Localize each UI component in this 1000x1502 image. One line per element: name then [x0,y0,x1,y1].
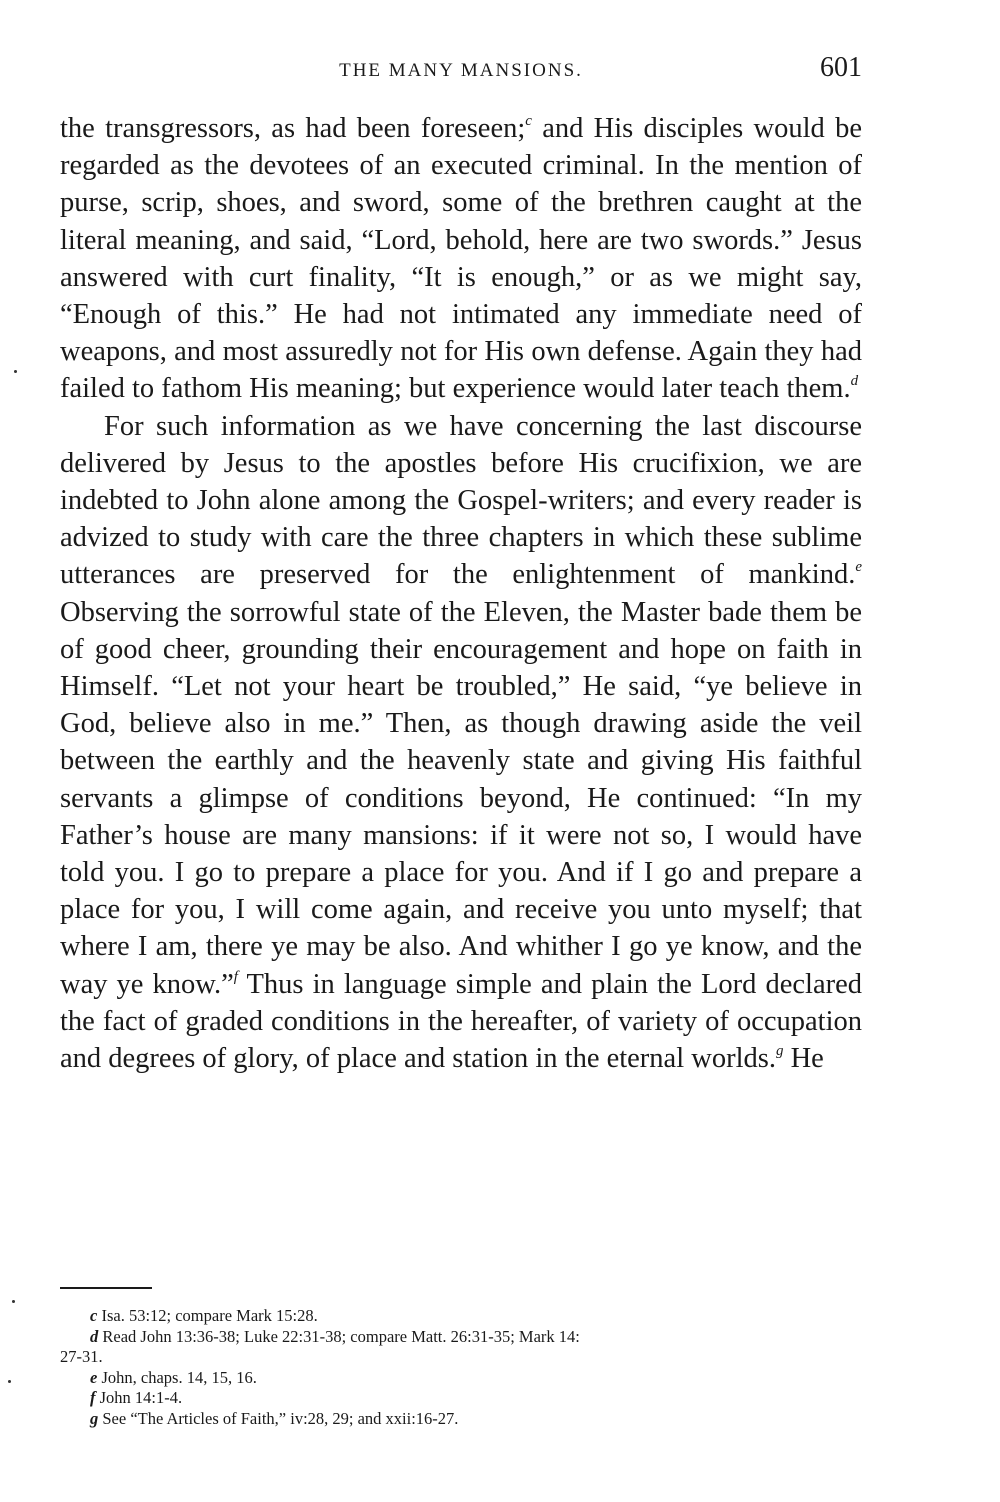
paragraph-2-text-c: Thus in language simple and plain the Lord declared the fact of graded conditions in the hereafter, of variety of occupation and degrees of glory, of place and station in the eternal worlds. [60,968,862,1075]
body-text [60,110,862,1077]
paragraph-1 [60,110,862,408]
scan-speck [12,1300,15,1303]
footnote-divider [60,1287,152,1289]
footnote-mark: d [90,1326,99,1346]
paragraph-1-text-b: and His disciples would be regarded as the devotees of an executed criminal. In the mention of purse, scrip, shoes, and sword, some of the brethren caught at the literal meaning, and said, “Lord, behold, here are two swords.” Jesus answered with curt finality, “It is enough,” or as we might say, “Enough of this.” He had not intimated any immediate need of weapons, and most assuredly not for His own defense. Again they had failed to fathom His meaning; but experience would later teach them. [60,113,862,405]
footnote-text: Isa. 53:12; compare Mark 15:28. [97,1306,318,1325]
note-ref-f: f [233,968,238,985]
footnote-text: John, chaps. 14, 15, 16. [97,1367,257,1387]
paragraph-2-text-a: For such information as we have concerning the last discourse delivered by Jesus to the apostles before His crucifixion, we are indebted to John alone among the Gospel-writers; and every reader is advized to study with care the three chapters in which these sublime utterances are preserved for the enlightenment of mankind. [60,410,862,591]
running-title: THE MANY MANSIONS. [339,60,583,81]
footnote-f [60,1388,862,1409]
paragraph-2-text-d: He [783,1043,824,1075]
footnotes [60,1306,862,1429]
footnote-e [60,1368,862,1389]
footnote-text: 27-31. [60,1347,103,1366]
note-ref-c: c [525,113,532,129]
note-ref-e: e [855,559,862,576]
footnote-mark: f [90,1388,96,1407]
footnote-c [60,1306,862,1327]
footnote-d [60,1327,862,1348]
page-number: 601 [820,52,862,83]
page-header [60,52,862,88]
paragraph-2-text-b: Observing the sorrowful state of the Eleven, the Master bade them be of good cheer, grounding their encouragement and hope on faith in Himself. “Let not your heart be troubled,” He said, “ye believe in God, believe also in me.” Then, as though drawing aside the veil between the earthly and the heavenly state and giving His faithful servants a glimpse of conditions beyond, He continued: “In my Father’s house are many mansions: if it were not so, I would have told you. I go to prepare a place for you. And if I go and prepare a place for you, I will come again, and receive you unto myself; that where I am, there ye may be also. And whither I go ye know, and the way ye know.” [60,596,862,1000]
note-ref-g: g [775,1043,784,1060]
note-ref-d: d [850,373,859,390]
footnote-mark: c [90,1306,98,1325]
footnote-g [60,1409,862,1430]
footnote-mark: e [90,1367,98,1387]
footnote-text: Read John 13:36-38; Luke 22:31-38; compare Matt. 26:31-35; Mark 14: [98,1326,580,1346]
footnote-mark: g [90,1408,99,1428]
footnote-d-continuation [60,1347,862,1368]
footnote-text: John 14:1-4. [95,1388,183,1407]
paragraph-1-text-a: the transgressors, as had been foreseen; [60,113,526,144]
scan-speck [8,1380,11,1383]
scan-speck [14,370,17,373]
paragraph-2 [60,408,862,1078]
footnote-text: See “The Articles of Faith,” iv:28, 29; and xxii:16-27. [98,1408,459,1428]
